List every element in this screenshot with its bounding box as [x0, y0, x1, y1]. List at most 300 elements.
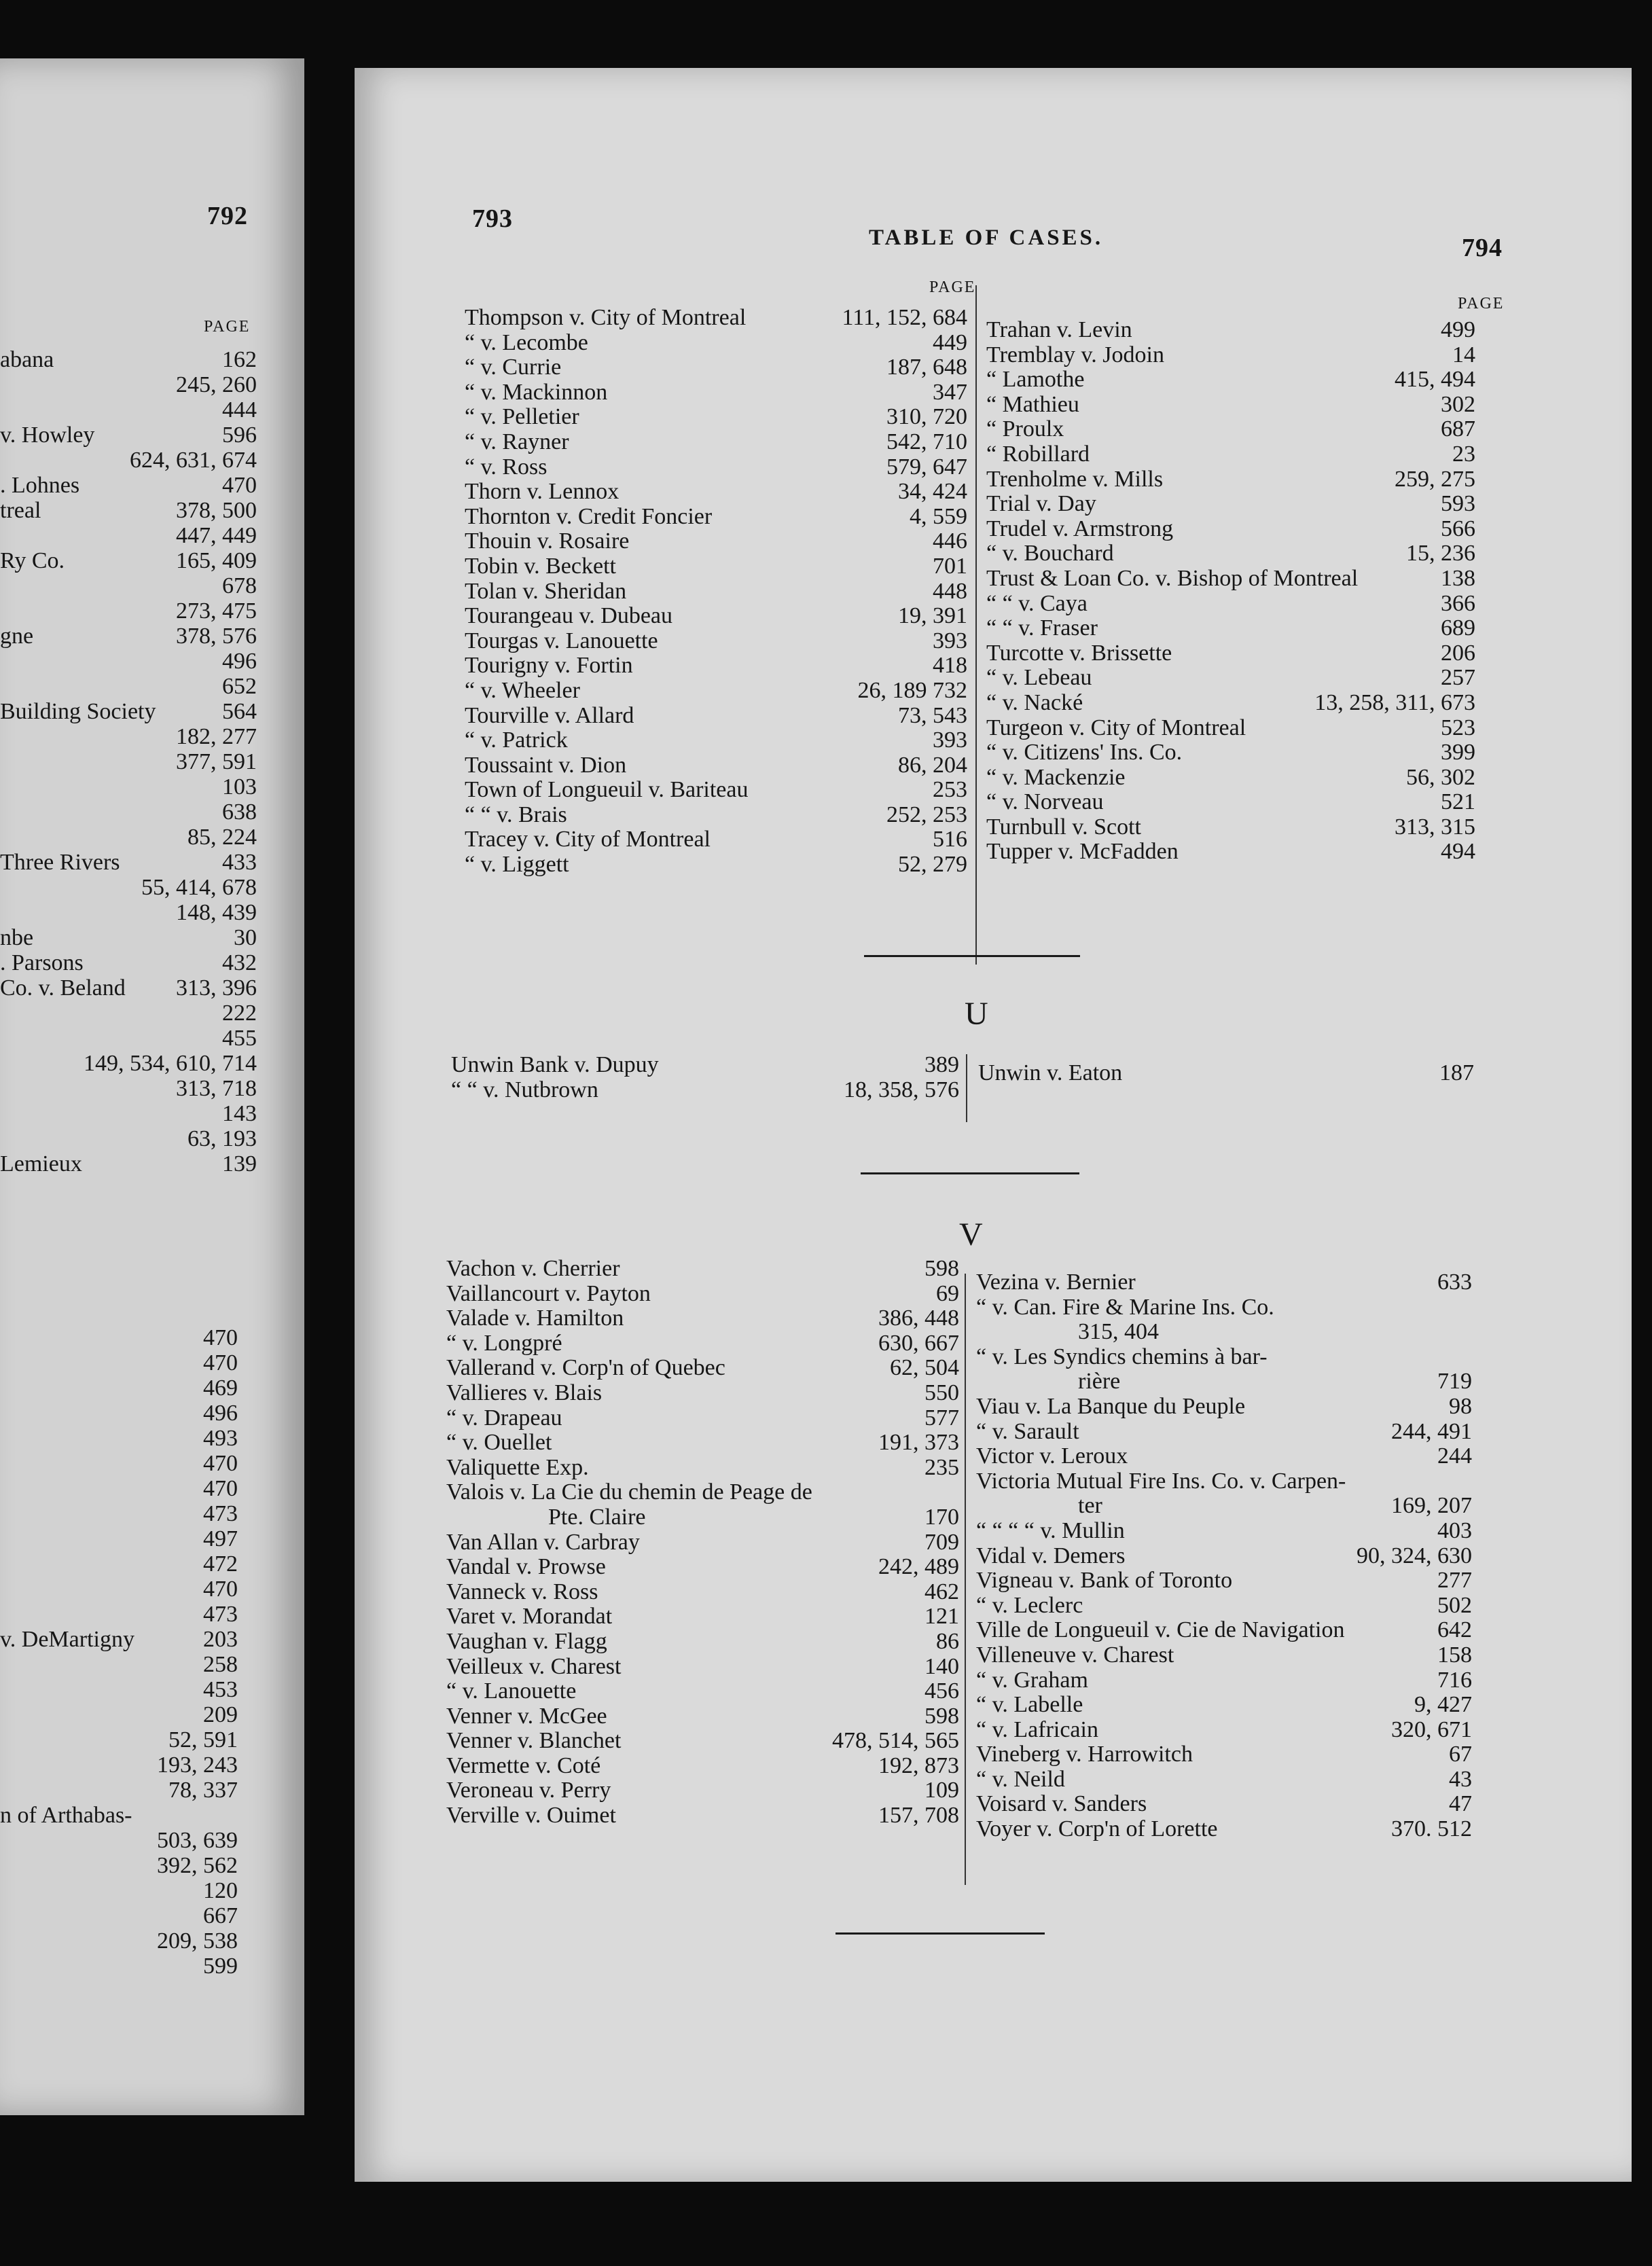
case-name: treal	[0, 498, 41, 523]
case-entry	[0, 774, 257, 799]
case-pages: 310, 720	[886, 404, 967, 430]
case-pages: 523	[1441, 715, 1475, 740]
case-pages: 455	[222, 1026, 257, 1051]
case-entry	[465, 852, 967, 878]
case-pages: 206	[1441, 640, 1475, 666]
case-pages: 496	[222, 649, 257, 674]
case-pages: 170	[924, 1504, 959, 1530]
case-name: v. DeMartigny	[0, 1627, 134, 1652]
case-name	[0, 825, 182, 850]
case-name	[0, 649, 217, 674]
case-name: rière	[1078, 1369, 1121, 1395]
case-entry	[465, 778, 967, 803]
case-entry	[0, 1677, 238, 1702]
case-pages: 182, 277	[176, 724, 257, 749]
case-name	[0, 1702, 198, 1727]
case-entry	[0, 1702, 238, 1727]
case-entry	[976, 1345, 1472, 1370]
case-entry	[986, 666, 1475, 691]
case-pages: 320, 671	[1391, 1716, 1472, 1742]
case-entry	[0, 1828, 238, 1853]
case-name	[0, 1903, 198, 1928]
case-entry	[465, 803, 967, 828]
case-pages: 667	[203, 1903, 238, 1928]
case-pages: 393	[933, 628, 967, 653]
case-name	[0, 724, 170, 749]
case-entry	[446, 1505, 959, 1530]
case-name: Trahan v. Levin	[986, 318, 1132, 342]
page-column-label: PAGE	[204, 318, 251, 336]
case-entry	[986, 541, 1475, 566]
case-pages: 709	[924, 1529, 959, 1555]
section-letter-u: U	[965, 996, 988, 1032]
case-name: gne	[0, 624, 34, 649]
case-entry	[465, 430, 967, 455]
case-pages: 347	[933, 379, 967, 405]
case-name	[0, 1451, 198, 1476]
case-pages: 579, 647	[886, 454, 967, 480]
case-name: “ v. Lecombe	[465, 330, 588, 355]
case-name: Veilleux v. Charest	[446, 1654, 622, 1679]
case-name	[0, 1076, 170, 1101]
case-entry	[0, 1903, 238, 1928]
case-name: “ v. Can. Fire & Marine Ins. Co.	[976, 1295, 1274, 1320]
case-pages: 596	[222, 422, 257, 448]
case-pages: 516	[933, 827, 967, 852]
case-pages: 403	[1437, 1517, 1472, 1543]
case-pages: 447, 449	[176, 523, 257, 548]
case-entry	[976, 1792, 1472, 1817]
case-name: “ v. Citizens' Ins. Co.	[986, 740, 1183, 766]
case-entry	[0, 975, 257, 1001]
case-pages: 687	[1441, 416, 1475, 442]
case-pages: 67	[1449, 1742, 1472, 1767]
case-pages: 149, 534, 610, 714	[84, 1051, 257, 1076]
case-entry	[0, 950, 257, 975]
case-pages: 448	[933, 578, 967, 604]
case-pages: 599	[203, 1954, 238, 1979]
case-name	[0, 774, 217, 799]
case-entry	[446, 1580, 959, 1605]
case-name: Voisard v. Sanders	[976, 1792, 1147, 1817]
case-pages: 69	[936, 1280, 959, 1306]
case-pages: 258	[203, 1652, 238, 1677]
case-pages: 624, 631, 674	[130, 448, 257, 473]
case-name: “ v. Currie	[465, 355, 562, 380]
case-pages: 313, 718	[176, 1076, 257, 1101]
v-entries-right	[976, 1270, 1472, 1842]
case-name: Turcotte v. Brissette	[986, 641, 1172, 666]
case-entry	[976, 1767, 1472, 1793]
case-pages: 252, 253	[886, 802, 967, 827]
case-name: Unwin Bank v. Dupuy	[451, 1053, 659, 1077]
case-entry	[446, 1306, 959, 1331]
case-pages: 52, 279	[898, 852, 967, 878]
case-entry	[986, 790, 1475, 815]
case-pages: 366	[1441, 590, 1475, 616]
case-pages: 386, 448	[878, 1306, 959, 1331]
case-pages: 90, 324, 630	[1357, 1543, 1472, 1568]
case-entry	[0, 498, 257, 523]
page-number-right: 794	[1462, 234, 1503, 262]
case-pages: 103	[222, 774, 257, 799]
case-name	[0, 1652, 198, 1677]
case-pages: 503, 639	[157, 1828, 238, 1853]
case-name: “ Mathieu	[986, 392, 1079, 417]
case-name	[0, 1526, 198, 1551]
case-name: Vermette v. Coté	[446, 1753, 601, 1778]
case-entry	[976, 1270, 1472, 1295]
case-entry	[986, 393, 1475, 418]
case-entry	[0, 1026, 257, 1051]
case-name: Vallieres v. Blais	[446, 1380, 603, 1405]
case-pages: 378, 576	[176, 624, 257, 649]
case-name: “ v. Rayner	[465, 429, 569, 454]
case-entry	[0, 1752, 238, 1778]
case-name: Turgeon v. City of Montreal	[986, 715, 1246, 740]
case-entry	[0, 624, 257, 649]
case-name	[0, 1752, 151, 1778]
case-name	[0, 1551, 198, 1577]
case-name: Trudel v. Armstrong	[986, 516, 1174, 541]
case-name: Vineberg v. Harrowitch	[976, 1742, 1193, 1767]
case-pages: 191, 373	[878, 1430, 959, 1456]
case-entry	[446, 1778, 959, 1803]
case-name	[0, 1828, 151, 1853]
case-name: “ v. Ouellet	[446, 1431, 552, 1456]
case-entry	[0, 724, 257, 749]
case-pages: 277	[1437, 1568, 1472, 1594]
case-name: Trenholme v. Mills	[986, 467, 1164, 492]
case-pages: 462	[924, 1579, 959, 1604]
case-pages: 30	[234, 925, 257, 950]
case-entry	[446, 1530, 959, 1555]
case-name	[0, 1401, 198, 1426]
case-name	[0, 1126, 182, 1151]
case-entry	[986, 367, 1475, 393]
case-name	[0, 523, 170, 548]
case-name: “ v. Pelletier	[465, 405, 579, 430]
case-name: Tobin v. Beckett	[465, 554, 616, 579]
case-name	[0, 1001, 217, 1026]
case-name	[0, 1727, 163, 1752]
case-name: Venner v. McGee	[446, 1704, 607, 1729]
case-name: “ v. Sarault	[976, 1419, 1079, 1444]
case-pages: 55, 414, 678	[141, 875, 257, 900]
case-pages: 550	[924, 1380, 959, 1405]
case-entry	[986, 815, 1475, 840]
case-entry	[976, 1618, 1472, 1643]
case-entry	[0, 1727, 238, 1752]
case-entry	[976, 1469, 1472, 1494]
case-entry	[976, 1420, 1472, 1445]
case-entry	[976, 1519, 1472, 1544]
case-pages: 499	[1441, 317, 1475, 342]
case-pages: 138	[1441, 565, 1475, 591]
case-entry	[465, 529, 967, 554]
case-name: “ v. Nacké	[986, 690, 1083, 715]
case-pages: 244	[1437, 1443, 1472, 1469]
case-name: “ “ v. Brais	[465, 802, 567, 827]
case-pages: 472	[203, 1551, 238, 1577]
case-name: “ “ “ “ v. Mullin	[976, 1518, 1125, 1543]
case-pages: 235	[924, 1454, 959, 1480]
case-entry	[976, 1444, 1472, 1469]
case-name: “ v. Lafricain	[976, 1717, 1098, 1742]
case-name: Thouin v. Rosaire	[465, 529, 630, 554]
case-entry	[465, 380, 967, 406]
case-pages: 378, 500	[176, 498, 257, 523]
case-name	[0, 1101, 217, 1126]
case-entry	[446, 1754, 959, 1779]
case-name: nbe	[0, 925, 34, 950]
case-name	[0, 674, 217, 699]
case-name	[0, 1853, 151, 1878]
case-name	[0, 1778, 163, 1803]
case-pages: 26, 189 732	[857, 677, 967, 703]
case-entry	[986, 343, 1475, 368]
case-name: “ v. Bouchard	[986, 541, 1114, 566]
case-name: Van Allan v. Carbray	[446, 1530, 640, 1555]
case-name: “ v. Wheeler	[465, 678, 580, 703]
case-entry	[0, 825, 257, 850]
case-entry	[0, 699, 257, 724]
column-rule	[966, 1054, 967, 1122]
case-name: “ v. Norveau	[986, 790, 1104, 815]
case-name: Valade v. Hamilton	[446, 1306, 624, 1331]
case-pages: 456	[924, 1678, 959, 1704]
case-entry	[465, 653, 967, 679]
case-entry	[0, 1577, 238, 1602]
case-name: Verville v. Ouimet	[446, 1803, 616, 1829]
case-pages: 63, 193	[187, 1126, 257, 1151]
case-entry	[0, 1325, 238, 1350]
case-pages: 470	[203, 1350, 238, 1375]
case-entry	[0, 573, 257, 598]
case-name: Ville de Longueuil v. Cie de Navigation	[976, 1618, 1345, 1643]
case-name: Veroneau v. Perry	[446, 1778, 611, 1803]
case-pages: 444	[222, 397, 257, 422]
case-name: Trust & Loan Co. v. Bishop of Montreal	[986, 566, 1359, 591]
case-name	[0, 900, 170, 925]
case-entry	[465, 679, 967, 704]
case-pages: 14	[1452, 342, 1475, 367]
case-name: Turnbull v. Scott	[986, 814, 1141, 840]
case-name: Vachon v. Cherrier	[446, 1257, 620, 1281]
case-pages: 577	[924, 1405, 959, 1431]
case-entry	[465, 728, 967, 753]
case-pages: 18, 358, 576	[844, 1077, 959, 1102]
case-name: Voyer v. Corp'n of Lorette	[976, 1817, 1218, 1842]
case-pages: 73, 543	[898, 702, 967, 728]
case-name	[0, 372, 170, 397]
case-entry	[0, 1350, 238, 1375]
case-name: “ v. Mackinnon	[465, 380, 608, 405]
case-name	[0, 1375, 198, 1401]
case-entry	[446, 1257, 959, 1282]
case-pages: 473	[203, 1602, 238, 1627]
case-entry	[465, 827, 967, 852]
case-name: “ Lamothe	[986, 367, 1085, 393]
case-pages: 78, 337	[168, 1778, 238, 1803]
case-entry	[976, 1544, 1472, 1569]
case-pages: 470	[203, 1577, 238, 1602]
case-entry	[986, 467, 1475, 492]
case-entry	[986, 641, 1475, 666]
case-entry	[446, 1729, 959, 1754]
case-entry	[0, 473, 257, 498]
v-entries-left	[446, 1257, 959, 1829]
case-pages: 313, 396	[176, 975, 257, 1001]
case-pages: 638	[222, 799, 257, 825]
case-name: “ v. Lanouette	[446, 1679, 577, 1704]
case-entry	[986, 592, 1475, 617]
case-pages: 302	[1441, 391, 1475, 417]
case-name	[0, 1350, 198, 1375]
case-entry	[986, 766, 1475, 791]
section-letter-v: V	[959, 1217, 983, 1253]
case-entry	[986, 318, 1475, 343]
case-entry	[446, 1331, 959, 1356]
case-entry	[986, 417, 1475, 442]
case-name: “ v. Leclerc	[976, 1593, 1083, 1618]
case-pages: 209	[203, 1702, 238, 1727]
left-page	[0, 58, 304, 2115]
case-entry	[0, 397, 257, 422]
case-pages: 542, 710	[886, 429, 967, 454]
case-name	[0, 875, 136, 900]
case-entry	[0, 1928, 238, 1954]
case-name: Co. v. Beland	[0, 975, 126, 1001]
case-entry	[976, 1568, 1472, 1594]
case-name: Pte. Claire	[548, 1505, 646, 1530]
case-name: Venner v. Blanchet	[446, 1729, 622, 1754]
case-pages: 564	[222, 699, 257, 724]
case-entry	[0, 1375, 238, 1401]
case-entry	[976, 1718, 1472, 1743]
case-entry	[446, 1679, 959, 1704]
case-entry	[986, 442, 1475, 467]
u-entries-left	[451, 1053, 959, 1102]
case-entry	[465, 306, 967, 331]
case-entry	[986, 492, 1475, 517]
case-pages: 446	[933, 528, 967, 554]
case-name	[0, 448, 124, 473]
case-pages: 139	[222, 1151, 257, 1176]
case-name: Varet v. Morandat	[446, 1604, 613, 1630]
case-entry	[446, 1480, 959, 1505]
case-pages: 23	[1452, 441, 1475, 467]
case-pages: 140	[924, 1653, 959, 1679]
case-entry	[986, 517, 1475, 542]
case-name: abana	[0, 347, 54, 372]
case-pages: 165, 409	[176, 548, 257, 573]
case-name: Villeneuve v. Charest	[976, 1642, 1174, 1668]
case-name: Vanneck v. Ross	[446, 1579, 598, 1604]
case-entry	[0, 347, 257, 372]
case-pages: 9, 427	[1414, 1692, 1472, 1718]
case-pages: 493	[203, 1426, 238, 1451]
case-pages: 15, 236	[1406, 541, 1475, 566]
case-name: Trial v. Day	[986, 492, 1096, 517]
case-entry	[446, 1604, 959, 1630]
t-entries-left	[465, 306, 967, 878]
case-pages: 432	[222, 950, 257, 975]
case-name: 315, 404	[1078, 1320, 1159, 1345]
section-divider	[864, 955, 1080, 957]
case-pages: 313, 315	[1395, 814, 1475, 840]
case-pages: 633	[1437, 1270, 1472, 1295]
case-entry	[446, 1282, 959, 1307]
case-pages: 399	[1441, 740, 1475, 766]
case-name: Victor v. Leroux	[976, 1444, 1128, 1469]
case-pages: 222	[222, 1001, 257, 1026]
case-name	[0, 1878, 198, 1903]
case-name: “ v. Neild	[976, 1767, 1065, 1792]
case-pages: 630, 667	[878, 1330, 959, 1356]
case-pages: 19, 391	[898, 603, 967, 629]
case-pages: 98	[1449, 1393, 1472, 1419]
case-pages: 497	[203, 1526, 238, 1551]
case-name: “ v. Patrick	[465, 728, 568, 753]
case-entry	[0, 1803, 238, 1828]
case-name: Tourigny v. Fortin	[465, 653, 633, 679]
case-entry	[465, 554, 967, 579]
case-name: “ v. Longpré	[446, 1331, 562, 1356]
case-pages: 494	[1441, 839, 1475, 865]
case-entry	[976, 1643, 1472, 1668]
case-name: Thompson v. City of Montreal	[465, 306, 747, 330]
case-name	[0, 749, 170, 774]
case-name	[0, 1928, 151, 1954]
case-name: “ v. Lebeau	[986, 666, 1092, 691]
page-column-label-right: PAGE	[1458, 295, 1505, 312]
case-pages: 187	[1439, 1060, 1474, 1085]
case-entry	[0, 1878, 238, 1903]
running-head: TABLE OF CASES.	[869, 226, 1104, 250]
case-pages: 62, 504	[890, 1355, 959, 1381]
case-pages: 453	[203, 1677, 238, 1702]
case-pages: 86	[936, 1628, 959, 1654]
column-rule	[975, 285, 977, 965]
case-pages: 85, 224	[187, 825, 257, 850]
case-name: “ “ v. Caya	[986, 591, 1088, 616]
case-pages: 86, 204	[898, 752, 967, 778]
case-pages: 158	[1437, 1642, 1472, 1668]
case-pages: 244, 491	[1391, 1418, 1472, 1444]
case-pages: 148, 439	[176, 900, 257, 925]
case-name	[0, 598, 170, 624]
case-name: Vandal v. Prowse	[446, 1555, 606, 1580]
case-entry	[0, 1451, 238, 1476]
case-name: “ “ v. Nutbrown	[451, 1077, 598, 1102]
case-pages: 470	[203, 1476, 238, 1501]
case-entry	[0, 799, 257, 825]
case-name: . Parsons	[0, 950, 84, 975]
case-entry	[465, 405, 967, 430]
case-name: . Lohnes	[0, 473, 80, 498]
case-name: “ Robillard	[986, 442, 1090, 467]
case-pages: 502	[1437, 1592, 1472, 1618]
case-name: Unwin v. Eaton	[978, 1061, 1123, 1085]
case-name: Town of Longueuil v. Bariteau	[465, 778, 749, 803]
case-entry	[0, 749, 257, 774]
case-pages: 209, 538	[157, 1928, 238, 1954]
case-name	[0, 1501, 198, 1526]
case-pages: 109	[924, 1778, 959, 1803]
case-entry	[0, 850, 257, 875]
case-entry	[986, 691, 1475, 716]
